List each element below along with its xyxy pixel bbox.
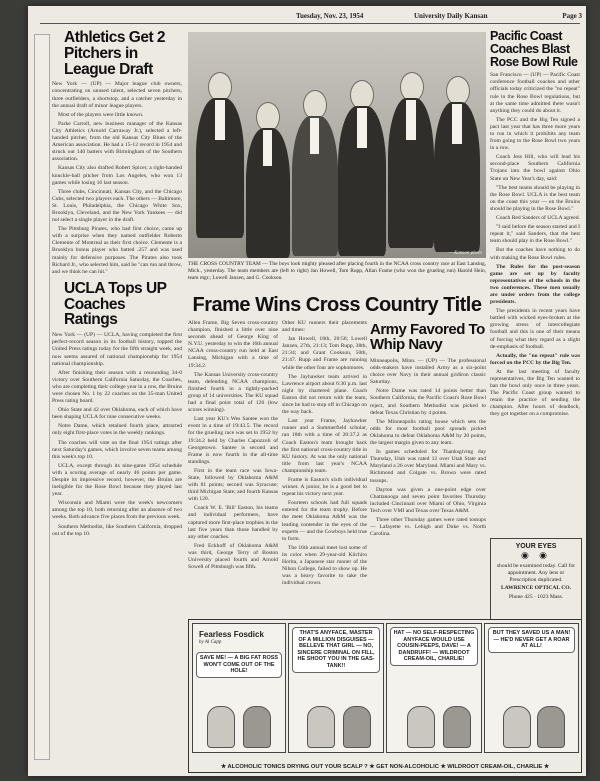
ad-address: Phone 425 · 1023 Mass.	[508, 594, 564, 601]
photo-caption: THE CROSS COUNTRY TEAM — The boys look mighty pleased after placing fourth in the NCAA cross country race at East Lansing, Mich., yesterday. The team members are (left to right) Jan Howell, Tom Rupp, Allan Frame (who won the grueling run) Harold Hein, team mgr.; Lowell Janzen, and G. Cookson.	[188, 261, 486, 281]
frame-paragraph: Other KU runners their placements and times:	[282, 320, 367, 334]
newspaper-page	[28, 6, 586, 776]
ucla-paragraph: Ohio State and 42 over Oklahoma, each of which have been shaping UCLA for nine consecutive weeks.	[52, 407, 182, 421]
army-paragraph: Three other Thursday games were rated tossups — Lafayette vs. Lehigh and Duke vs. North Carolina.	[370, 516, 486, 538]
frame-column-1	[188, 320, 278, 620]
pacific-headline: Pacific Coast Coaches Blast Rose Bowl Rule	[490, 29, 578, 69]
comic-character	[537, 706, 565, 748]
ucla-paragraph: After finishing their season with a resounding 34-0 victory over Southern California Saturday, the Coaches, who are completing their college year in a row, the Bruins were chosen No. 1 by 22 coaches on the 35-man United Press rating board.	[52, 369, 182, 405]
team-photo	[188, 32, 486, 258]
wildroot-comic-ad	[188, 619, 582, 773]
comic-byline: by Al Capp	[199, 640, 222, 645]
pacific-paragraph: But the coaches have nothing to do with making the Rose Bowl rules.	[490, 247, 580, 261]
folio-page-number: Page 3	[562, 12, 582, 20]
athletics-paragraph: Parke Carroll, new business manager of the Kansas City Athletics (Arnold Carraway Jr.), selected a left-handed pitcher, from the old Kansas City Blues of the American association. He had a 15-12 record in 1954 and struck out 140 batters with Birmingham of the Southern association.	[52, 120, 182, 163]
pacific-paragraph: The Rules for the post-season game are set up by faculty representatives of the schools in the two conferences. These men usually are under orders from the college presidents.	[490, 263, 580, 306]
comic-title: Fearless Fosdick	[199, 630, 264, 639]
ucla-headline: UCLA Tops UP Coaches Ratings	[64, 279, 167, 329]
comic-character	[343, 706, 371, 748]
comic-character	[207, 706, 235, 748]
comic-character	[407, 706, 435, 748]
army-paragraph: In games scheduled for Thanksgiving day Thursday, Utah was rated 12 over Utah State and Maryland a 26 over Maryland. Miami and Mary vs. Richmond and Colgate vs. Brown were rated tossups.	[370, 449, 486, 484]
frame-headline: Frame Wins Cross Country Title	[192, 294, 482, 316]
photo-credit: — Kansan photo	[448, 251, 482, 256]
frame-paragraph: The 16th annual meet lost some of its color when 29-year-old Kiichiro Horita, a Japanese star runner of the Nihon College, failed to show up. He was a heavy favorite to take the individual crown.	[282, 544, 367, 587]
folio-paper-name: University Daily Kansan	[414, 12, 488, 20]
binder-strip	[34, 34, 50, 760]
army-paragraph: The Minneapolis rating house which sets the odds for most football pool spreads picked Oklahoma to defeat Oklahoma A&M by 20 points, the largest margin given to any team.	[370, 418, 486, 447]
frame-paragraph: The Kansas University cross-country team, defending NCAA champions, finished fourth in a tightly-packed group of 14 universities. The KU squad had a final point total of 120 (low scores winning).	[188, 371, 278, 414]
athletics-headline: Athletics Get 2 Pitchers in League Draft	[64, 29, 166, 78]
ad-body: should be examined today. Call for appointment. Any lens or Prescription duplicated.	[496, 563, 576, 583]
ucla-paragraph: UCLA, except through its nine-game 1954 schedule with a scoring average of nearly 46 points per game. Despite its impressive record, however, the Bruins are ineligible for the Rose Bowl because they played last year.	[52, 462, 182, 498]
athletics-paragraph: Kansas City also drafted Robert Spicer, a right-handed knuckle-ball pitcher from Los Angeles, who won 13 games while losing 16 last season.	[52, 165, 182, 186]
frame-paragraph: Fred Eckhoff of Oklahoma A&M was third, George Terry of Boston University placed fourth and Arnold Sowell of Pittsburgh was fifth.	[188, 542, 278, 571]
comic-character	[503, 706, 531, 748]
frame-paragraph: Last year Frame, Jayhawker runner and a Summerfield scholar, ran 18th with a time of 20:37.2 as Coach Easton's team brought back the first national cross-country title in KU history. At was the only national title from last year's NCAA championship team.	[282, 418, 367, 474]
page-folio	[296, 12, 582, 23]
pacific-paragraph: San Francisco — (UP) — Pacific Coast conference football coaches and other officials today criticized the "no repeat" rule in the Rose Bowl regulations, but at the same time admitted there wasn't anything they could do about it.	[490, 72, 580, 114]
top-rule	[40, 23, 580, 24]
athletics-paragraph: New York — (UP) — Major league club owners, concentrating on unused talent, selected seven pitchers, three outfielders, a shortstop, and a catcher yesterday in the annual draft of minor league players.	[52, 81, 182, 109]
army-column	[370, 358, 486, 620]
eyes-icon: ◉ ◉	[521, 550, 551, 560]
speech-bubble: BUT THEY SAVED US A MAN! — HE'D NEVER GET A ROAR AT ALL!	[488, 627, 575, 653]
comic-character	[443, 706, 471, 748]
comic-character	[307, 706, 335, 748]
comic-panel	[484, 623, 579, 753]
comic-panel	[288, 623, 384, 753]
frame-paragraph: The Jayhawker team arrived in Lawrence airport about 6:30 p.m. last night by chartered plane. Coach Easton did not return with the team, since he had to stop off in Chicago on the way back.	[282, 373, 367, 416]
frame-paragraph: Jan Howell, 18th, 20:56; Lowell Janzen, 27th, 21:13; Tom Rupp, 38th, 21:34; and Grant Cookson, 50th, 21:47. Rupp and Frame are running while the other four are sophomores.	[282, 336, 367, 371]
pacific-paragraph: "I said before the season started and I repeat it," said Sanders, that the best team should play in the Rose Bowl."	[490, 224, 580, 245]
ucla-paragraph: Southern Methodist, like Southern California, dropped out of the top 10.	[52, 523, 182, 537]
ucla-paragraph: Notre Dame, which retained fourth place, attracted only eight first-place votes in the weekly rankings.	[52, 423, 182, 437]
frame-paragraph: Coach W. E. 'Bill' Easton, his teams and individual performers, have captured more first-place trophies in the last five years than those handled by any other coaches.	[188, 505, 278, 540]
athletics-paragraph: The Pittsburg Pirates, who had first choice, came up with a surprise when they named outfielder Roberto Clemente of Montreal as their first choice. Clemente is a Brooklyn bonus player who batted .257 and was used mainly for defensive purposes. The Pirates also took Richard Jr., who selected him, said he "can run and throw, and we think he can hit."	[52, 226, 182, 275]
pacific-paragraph: The presidents in recent years have battled with wicked eyes-broken at the growing stress of intercollegiate football and this is one of their means of forcing what they regard as a slight de-emphasis of football.	[490, 308, 580, 350]
frame-paragraph: Frame is Easton's sixth individual winner. A junior, he is a good bet to repeat his victory next year.	[282, 476, 367, 498]
frame-paragraph: First in the team race was Iowa-State, followed by Oklahoma A&M with 81 points; second was Syracuse; third Michigan State; and fourth Kansas with 120.	[188, 467, 278, 503]
army-paragraph: Dayton was given a one-point edge over Chattanooga and seven point favorites Thursday included Cincinnati over Miami of Ohio, Virginia Tech over VMI and Texas over Texas A&M.	[370, 486, 486, 514]
pacific-paragraph: Actually, the "no repeat" rule was forced on the PCC by the Big Ten.	[490, 352, 580, 366]
ad-firm: LAWRENCE OPTICAL CO.	[500, 585, 572, 592]
comic-character	[243, 706, 271, 748]
left-column	[52, 28, 182, 774]
army-paragraph: Notre Dame was rated 14 points better than Southern California, the Pacific Coast's Rose Bowl reject, and Southern Methodist was picked to defeat Texas Christian by 4 points.	[370, 388, 486, 416]
speech-bubble: THAT'S ANYFACE, MASTER OF A MILLION DISGUISES — BELLEVE THAT GIRL — NO, SINCERE CRIMINAL ON FILL, HE SHOOT YOU IN THE GAS-TANK!!	[292, 627, 380, 673]
comic-footer-tagline: ★ ALCOHOLIC TONICS DRYING OUT YOUR SCALP ? ★ GET NON-ALCOHOLIC ★ WILDROOT CREAM-OIL, CHARLIE ★	[220, 764, 550, 770]
speech-bubble: HAT — NO SELF-RESPECTING ANYFACE WOULD USE COUSIN-PEEPS, DAVE! — A DANDRUFF! — WILDROOT CREAM-OIL, CHARLIE!	[390, 627, 478, 666]
ad-title: YOUR EYES	[515, 543, 557, 550]
pacific-paragraph: The PCC and the Big Ten signed a pact last year that has three more years to run in which it prohibits any team from going to the Rose Bowl two years in a row.	[490, 116, 580, 152]
comic-panel	[386, 623, 482, 753]
army-paragraph: Minneapolis, Minn. — (UP) — The professional odds-makers have installed Army as a six-point choice over Navy in their annual gridiron classic Saturday.	[370, 358, 486, 386]
frame-paragraph: Fourteen schools had full squads entered for the team trophy. Before the meet Oklahoma A&M was the leading contender in the eyes of the experts — and the Cowboys held true to form.	[282, 500, 367, 542]
athletics-paragraph: Three clubs, Cincinnati, Kansas City, and the Chicago Cubs, selected two players each. The others — Baltimore, St. Louis, Philadelphia, the Chicago White Sox, Brooklyn, Cleveland, and the New York Yankees — did not select a single player in the draft.	[52, 188, 182, 224]
ucla-paragraph: The coaches will vote on the final 1954 ratings after next Saturday's games, which involve seven teams among this week's top 10.	[52, 439, 182, 460]
ucla-paragraph: New York — (UP) — UCLA, having completed the first perfect-record season in its football history, topped the United Press ratings today for the fifth straight week, and now seems assured of national championship for 1954 national championship.	[52, 332, 182, 367]
frame-paragraph: Allen Frame, Big Seven cross-country champion, finished a little over nine seconds ahead of George King of N.Y.U. yesterday to win the 16th annual NCAA cross-country run held at East Lansing, Michigan with a time of 19:34.2.	[188, 320, 278, 369]
frame-paragraph: Last year KU's Wes Santee won the event in a time of 19:43.5. The record for the grueling race was set in 1952 by 19:34.2 held by Charles Capozzoli of Georgetown. Santee is second and Frame is now fourth in the all-time standings.	[188, 416, 278, 465]
ucla-paragraph: Wisconsin and Miami were the week's newcomers among the top 10, both returning after an absence of two weeks. Both advance five places from the previous week.	[52, 500, 182, 521]
pacific-paragraph: "The best teams should be playing in the Rose Bowl. UCLA is the best team on the coast this year — on the Bruins should be playing in the Rose Bowl."	[490, 184, 580, 212]
pacific-paragraph: Coach Red Sanders of UCLA agreed.	[496, 215, 580, 222]
athletics-paragraph: Most of the players were little known.	[58, 111, 144, 118]
right-column	[490, 28, 580, 536]
pacific-paragraph: At the last meeting of faculty representatives, the Big Ten wanted to ban the bowl only once in three years. The Pacific Coast group wanted to retain the practice of sending the champion. After hours of deadlock, they got together on a compromise.	[490, 368, 580, 418]
folio-date: Tuesday, Nov. 23, 1954	[296, 12, 364, 20]
pacific-paragraph: Coach Jess Hill, who will lead his second-place Southern California Trojans into the bowl against Ohio State on New Year's day, said:	[490, 154, 580, 182]
army-headline: Army Favored To Whip Navy	[370, 321, 485, 354]
comic-panel	[192, 623, 286, 753]
frame-column-2	[282, 320, 367, 620]
speech-bubble: SAVE ME! — A BIG FAT ROSS WON'T COME OUT OF THE HOLE!	[196, 652, 282, 678]
